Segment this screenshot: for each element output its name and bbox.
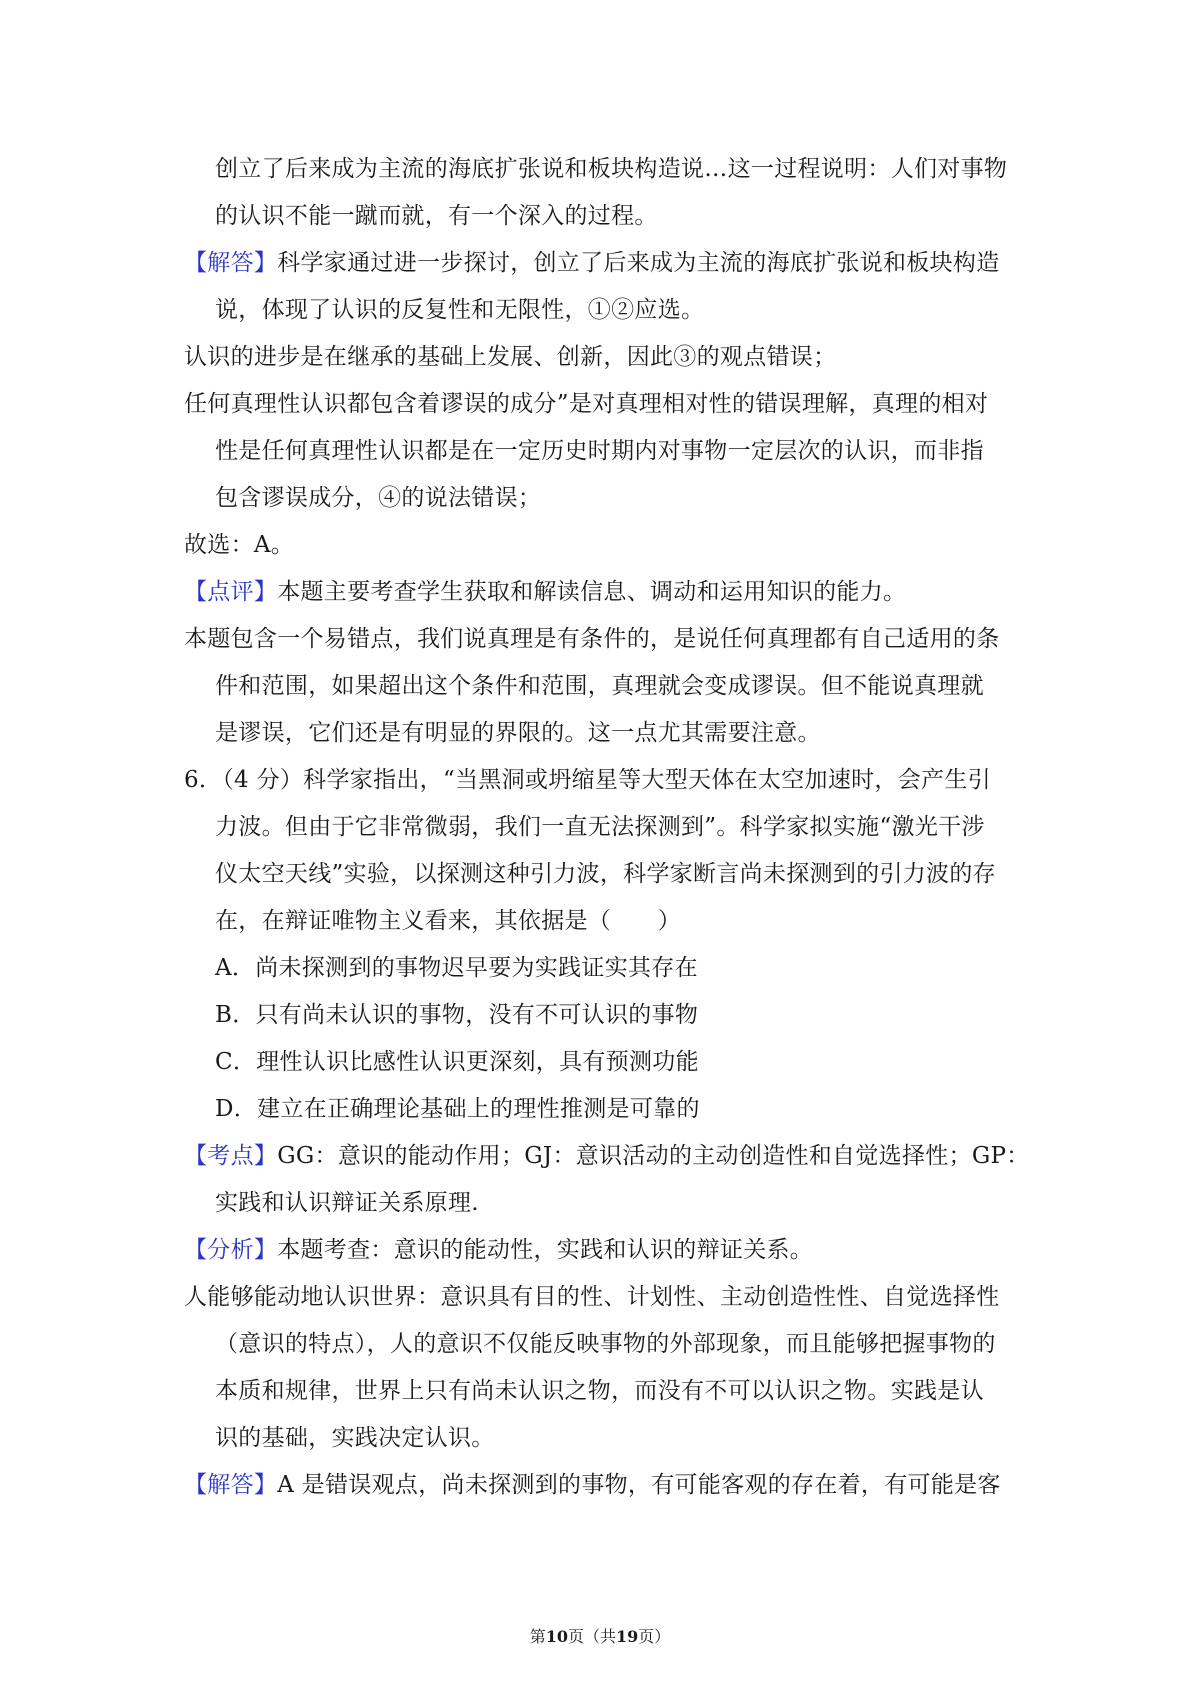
knowledge-point-tag: 【考点】: [184, 1143, 278, 1169]
text-line: 的认识不能一蹴而就，有一个深入的过程。: [215, 203, 658, 229]
text-line: （意识的特点），人的意识不仅能反映事物的外部现象，而且能够把握事物的: [215, 1331, 996, 1357]
option-a: A．尚未探测到的事物迟早要为实践证实其存在: [215, 955, 698, 981]
knowledge-point-section: [184, 1133, 1030, 1180]
footer-prefix: 第: [529, 1627, 546, 1646]
answer-section: [184, 1462, 1024, 1509]
total-pages: 19: [616, 1627, 639, 1646]
answer-section: [184, 240, 1024, 287]
text-line: 仪太空天线”实验，以探测这种引力波，科学家断言尚未探测到的引力波的存: [215, 861, 996, 887]
footer-middle: 页（共: [567, 1627, 616, 1646]
text-line: 创立了后来成为主流的海底扩张说和板块构造说…这一过程说明：人们对事物: [215, 156, 1008, 182]
text-line: 本题包含一个易错点，我们说真理是有条件的，是说任何真理都有自己适用的条: [184, 626, 1000, 652]
answer-tag: 【解答】: [184, 1472, 278, 1498]
analysis-tag: 【分析】: [184, 1237, 278, 1263]
text-line: 件和范围，如果超出这个条件和范围，真理就会变成谬误。但不能说真理就: [215, 673, 984, 699]
text-line: 识的基础，实践决定认识。: [215, 1425, 495, 1451]
comment-section: [184, 569, 1024, 616]
answer-tag: 【解答】: [184, 250, 278, 276]
text-line: 人能够能动地认识世界：意识具有目的性、计划性、主动创造性性、自觉选择性: [184, 1284, 1000, 1310]
text-line: 故选：A。: [184, 532, 295, 558]
text-line: 实践和认识辩证关系原理.: [215, 1190, 479, 1216]
option-c: C．理性认识比感性认识更深刻，具有预测功能: [215, 1049, 699, 1075]
text-line: GG：意识的能动作用；GJ：意识活动的主动创造性和自觉选择性；GP：: [277, 1143, 1030, 1169]
text-line: 任何真理性认识都包含着谬误的成分”是对真理相对性的错误理解，真理的相对: [184, 391, 989, 417]
text-line: 本质和规律，世界上只有尚未认识之物，而没有不可以认识之物。实践是认: [215, 1378, 984, 1404]
page-content: [184, 146, 1030, 1509]
text-line: 包含谬误成分，④的说法错误；: [215, 485, 542, 511]
text-line: 说，体现了认识的反复性和无限性，①②应选。: [215, 297, 705, 323]
text-line: 是谬误，它们还是有明显的界限的。这一点尤其需要注意。: [215, 720, 821, 746]
text-line: 本题主要考查学生获取和解读信息、调动和运用知识的能力。: [277, 579, 907, 605]
text-line: 性是任何真理性认识都是在一定历史时期内对事物一定层次的认识，而非指: [215, 438, 984, 464]
option-d: D．建立在正确理论基础上的理性推测是可靠的: [215, 1096, 700, 1122]
text-line: 本题考查：意识的能动性，实践和认识的辩证关系。: [277, 1237, 814, 1263]
analysis-section: [184, 1227, 1024, 1274]
option-b: B．只有尚未认识的事物，没有不可认识的事物: [215, 1002, 699, 1028]
text-line: 科学家通过进一步探讨，创立了后来成为主流的海底扩张说和板块构造: [277, 250, 1000, 276]
page-footer: [0, 1624, 1200, 1647]
footer-suffix: 页）: [638, 1627, 671, 1646]
page-number: 10: [545, 1627, 568, 1646]
text-line: 在，在辩证唯物主义看来，其依据是（ ）: [215, 908, 681, 934]
text-line: 认识的进步是在继承的基础上发展、创新，因此③的观点错误；: [184, 344, 837, 370]
text-line: 力波。但由于它非常微弱，我们一直无法探测到”。科学家拟实施“激光干涉: [215, 814, 985, 840]
question-stem: 6．（4 分）科学家指出，“当黑洞或坍缩星等大型天体在太空加速时，会产生引: [184, 767, 991, 793]
comment-tag: 【点评】: [184, 579, 278, 605]
text-line: A 是错误观点，尚未探测到的事物，有可能客观的存在着，有可能是客: [277, 1472, 1001, 1498]
